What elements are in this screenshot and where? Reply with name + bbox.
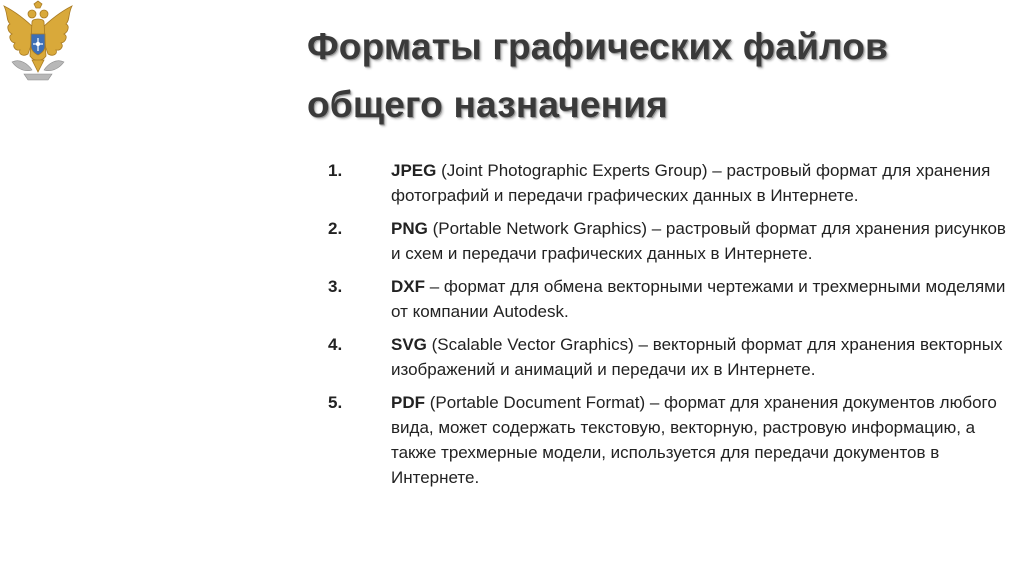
list-item — [328, 274, 1018, 324]
item-number: 2. — [328, 219, 343, 238]
item-number: 1. — [328, 161, 343, 180]
list-item — [328, 332, 1018, 382]
item-body — [391, 158, 1018, 208]
item-number: 4. — [328, 335, 343, 354]
title-line-1: Форматы графических файлов — [307, 26, 888, 67]
item-body — [391, 390, 1018, 490]
item-body — [391, 332, 1018, 382]
item-text: – формат для обмена векторными чертежами и трехмерными моделями от компании Autodesk. — [391, 277, 1006, 321]
list-item — [328, 158, 1018, 208]
item-term: SVG — [391, 335, 427, 354]
item-body — [391, 274, 1018, 324]
list-item — [328, 390, 1018, 490]
list-item — [328, 216, 1018, 266]
eagle-emblem-icon — [2, 0, 74, 86]
item-text: (Joint Photographic Experts Group) – растровый формат для хранения фотографий и передачи графических данных в Интернете. — [391, 161, 991, 205]
item-number: 5. — [328, 393, 343, 412]
page-title — [307, 18, 987, 134]
item-text: (Portable Document Format) – формат для хранения документов любого вида, может содержать текстовую, векторную, растровую информацию, а также трехмерные модели, используется для передачи документов в Интернете. — [391, 393, 997, 487]
item-term: PNG — [391, 219, 428, 238]
title-line-2: общего назначения — [307, 84, 668, 125]
item-text: (Scalable Vector Graphics) – векторный формат для хранения векторных изображений и анимаций и передачи их в Интернете. — [391, 335, 1003, 379]
item-body — [391, 216, 1018, 266]
item-number: 3. — [328, 277, 343, 296]
item-text: (Portable Network Graphics) – растровый формат для хранения рисунков и схем и передачи графических данных в Интернете. — [391, 219, 1006, 263]
item-term: DXF — [391, 277, 425, 296]
format-list — [328, 158, 1018, 498]
item-term: PDF — [391, 393, 425, 412]
item-term: JPEG — [391, 161, 437, 180]
